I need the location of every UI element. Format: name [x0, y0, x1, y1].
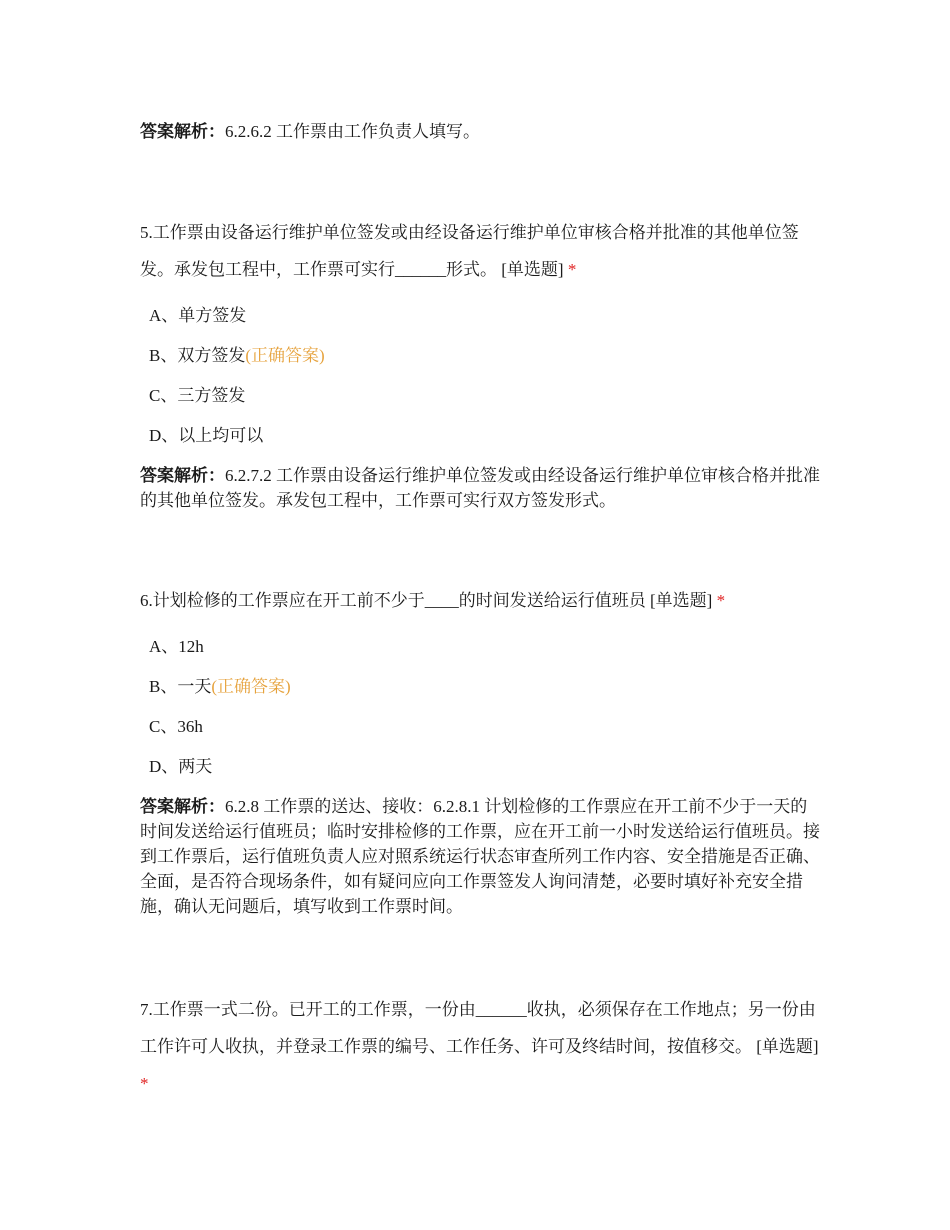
option-d: D、两天	[149, 757, 213, 776]
correct-answer-tag: (正确答案)	[211, 677, 291, 696]
question-6-stem	[140, 582, 820, 619]
answer-analysis-q5	[140, 463, 820, 513]
question-stem: 7.工作票一式二份。已开工的工作票，一份由______收执，必须保存在工作地点；另一份由工作许可人收执，并登录工作票的编号、工作任务、许可及终结时间，按值移交。	[140, 1000, 816, 1056]
analysis-text: 6.2.6.2 工作票由工作负责人填写。	[225, 122, 480, 141]
answer-analysis-q4	[140, 119, 820, 144]
option-b: B、双方签发(正确答案)	[149, 346, 325, 365]
option-b: B、一天(正确答案)	[149, 677, 291, 696]
question-type: [单选题]	[650, 591, 713, 610]
correct-answer-tag: (正确答案)	[245, 346, 325, 365]
option-a: A、单方签发	[149, 306, 247, 325]
analysis-label: 答案解析：	[140, 797, 225, 816]
required-mark: *	[716, 591, 726, 610]
question-stem: 5.工作票由设备运行维护单位签发或由经设备运行维护单位审核合格并批准的其他单位签发。承发包工程中，工作票可实行______形式。	[140, 223, 799, 279]
required-mark: *	[567, 260, 577, 279]
analysis-text: 6.2.8 工作票的送达、接收：6.2.8.1 计划检修的工作票应在开工前不少于一天的时间发送给运行值班员；临时安排检修的工作票，应在开工前一小时发送给运行值班员。接到工作票后，运行值班负责人应对照系统运行状态审查所列工作内容、安全措施是否正确、全面，是否符合现场条件，如有疑问应向工作票签发人询问清楚，必要时填好补充安全措施，确认无问题后，填写收到工作票时间。	[140, 797, 820, 916]
question-type: [单选题]	[756, 1037, 819, 1056]
question-type: [单选题]	[501, 260, 564, 279]
question-5-options	[149, 296, 325, 456]
question-7-stem	[140, 991, 820, 1102]
answer-analysis-q6	[140, 794, 820, 919]
option-c: C、三方签发	[149, 386, 246, 405]
analysis-label: 答案解析：	[140, 466, 225, 485]
required-mark: *	[140, 1074, 149, 1093]
question-stem: 6.计划检修的工作票应在开工前不少于____的时间发送给运行值班员	[140, 591, 646, 610]
option-a: A、12h	[149, 637, 204, 656]
option-c: C、36h	[149, 717, 203, 736]
question-6-options	[149, 627, 291, 787]
analysis-text: 6.2.7.2 工作票由设备运行维护单位签发或由经设备运行维护单位审核合格并批准的其他单位签发。承发包工程中，工作票可实行双方签发形式。	[140, 466, 820, 510]
analysis-label: 答案解析：	[140, 122, 225, 141]
option-d: D、以上均可以	[149, 426, 264, 445]
question-5-stem	[140, 214, 820, 288]
